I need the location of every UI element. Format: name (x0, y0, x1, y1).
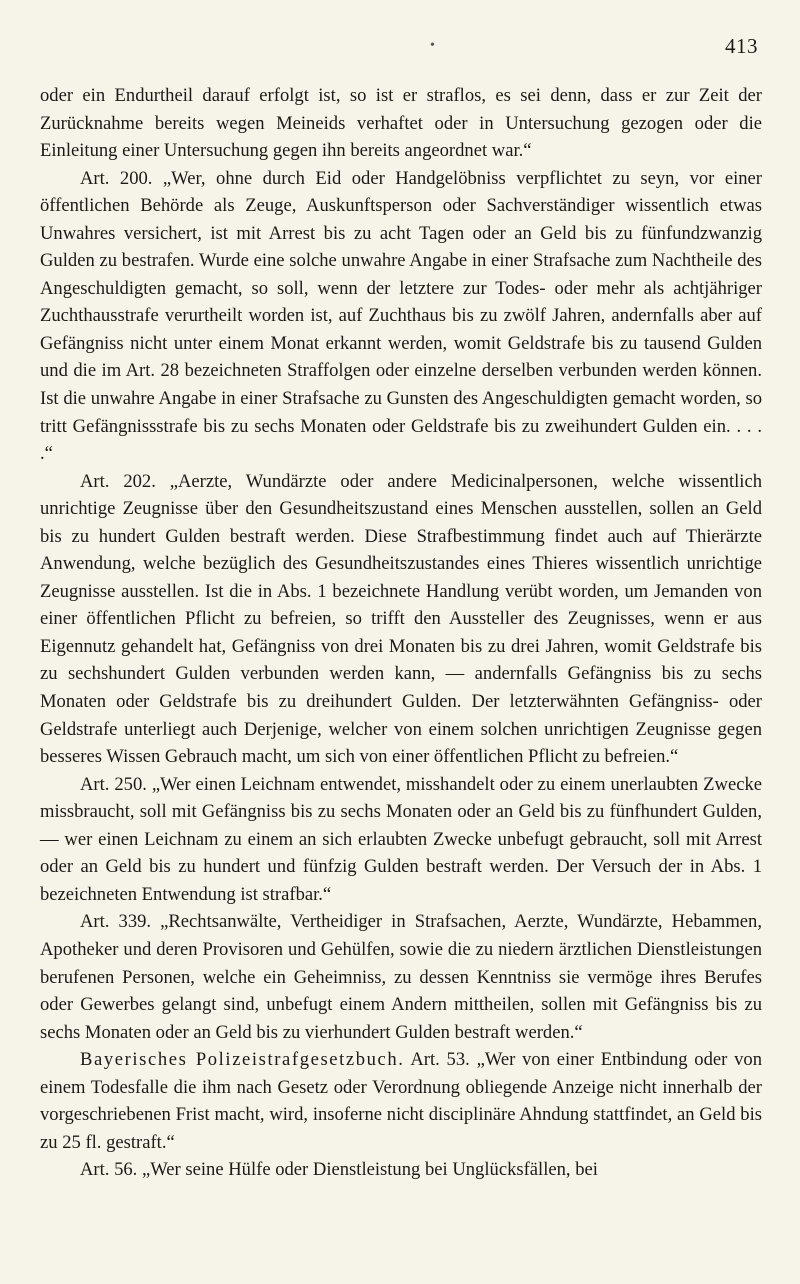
paragraph-art-200: Art. 200. „Wer, ohne durch Eid oder Handgelöbniss verpflichtet zu seyn, vor einer öffentlichen Behörde als Zeuge, Auskunftsperson oder Sachverständiger wissentlich etwas Unwahres versichert, ist mit Arrest bis zu acht Tagen oder an Geld bis zu fünfundzwanzig Gulden zu bestrafen. Wurde eine solche unwahre Angabe in einer Strafsache zum Nachtheile des Angeschuldigten gemacht, so soll, wenn der letztere zur Todes- oder mehr als achtjähriger Zuchthausstrafe verurtheilt worden ist, auf Zuchthaus bis zu zwölf Jahren, andernfalls aber auf Gefängniss nicht unter einem Monat erkannt werden, womit Geldstrafe bis zu tausend Gulden und die im Art. 28 bezeichneten Straffolgen oder einzelne derselben verbunden werden können. Ist die unwahre Angabe in einer Strafsache zu Gunsten des Angeschuldigten gemacht worden, so tritt Gefängnissstrafe bis zu sechs Monaten oder Geldstrafe bis zu zweihundert Gulden ein. . . . .“ (40, 167, 762, 465)
page-number: 413 (725, 34, 758, 58)
paragraph-polizeistrafgesetzbuch (40, 1046, 762, 1156)
paragraph-art-250: Art. 250. „Wer einen Leichnam entwendet, misshandelt oder zu einem unerlaubten Zwecke missbraucht, soll mit Gefängniss bis zu sechs Monaten oder an Geld bis zu fünfhundert Gulden, — wer einen Leichnam zu einem an sich erlaubten Zwecke unbefugt gebraucht, soll mit Arrest oder an Geld bis zu hundert und fünfzig Gulden bestraft werden. Der Versuch der in Abs. 1 bezeichneten Entwendung ist strafbar.“ (40, 773, 762, 905)
paragraph-continuation: oder ein Endurtheil darauf erfolgt ist, so ist er straflos, es sei denn, dass er zur Zeit der Zurücknahme bereits wegen Meineids verhaftet oder in Untersuchung gezogen oder die Einleitung einer Untersuchung gegen ihn bereits angeordnet war.“ (40, 85, 762, 162)
body-text (40, 82, 762, 1184)
page-mark: • (430, 38, 435, 53)
paragraph-art-202: Art. 202. „Aerzte, Wundärzte oder andere Medicinalpersonen, welche wissentlich unrichtige Zeugnisse über den Gesundheitszustand eines Menschen ausstellen, sollen an Geld bis zu hundert Gulden bestraft werden. Diese Strafbestimmung findet auch auf Thierärzte Anwendung, welche bezüglich des Gesundheitszustandes eines Thieres wissentlich unrichtige Zeugnisse ausstellen. Ist die in Abs. 1 bezeichnete Handlung verübt worden, um Jemanden von einer öffentlichen Pflicht zu befreien, so trifft den Aussteller des Zeugnisses, wenn er aus Eigennutz gehandelt hat, Gefängniss von drei Monaten bis zu drei Jahren, womit Geldstrafe bis zu sechshundert Gulden verbunden werden kann, — andernfalls Gefängniss bis zu sechs Monaten oder Geldstrafe bis zu dreihundert Gulden. Der letzterwähnten Gefängniss- oder Geldstrafe unterliegt auch Derjenige, welcher von einem solchen unrichtigen Zeugnisse gegen besseres Wissen Gebrauch macht, um sich von einer öffentlichen Pflicht zu befreien.“ (40, 470, 762, 768)
section-lead: Bayerisches Polizeistrafgesetzbuch. (80, 1049, 405, 1071)
paragraph-art-339: Art. 339. „Rechtsanwälte, Vertheidiger in Strafsachen, Aerzte, Wundärzte, Hebammen, Apotheker und deren Provisoren und Gehülfen, sowie die zu niedern ärztlichen Dienstleistungen berufenen Personen, welche ein Geheimniss, zu dessen Kenntniss sie vermöge ihres Berufes oder Gewerbes gelangt sind, unbefugt einem Andern mittheilen, sollen mit Gefängniss bis zu sechs Monaten oder an Geld bis zu vierhundert Gulden bestraft werden.“ (40, 911, 762, 1043)
section-text: Art. 53. „Wer von einer Entbindung oder von einem Todesfalle die ihm nach Gesetz oder Verordnung obliegende Anzeige nicht innerhalb der vorgeschriebenen Frist macht, wird, insoferne nicht disciplinäre Ahndung stattfindet, an Geld bis zu 25 fl. gestraft.“ (40, 1049, 763, 1153)
paragraph-art-56: Art. 56. „Wer seine Hülfe oder Dienstleistung bei Unglücksfällen, bei (80, 1159, 598, 1181)
